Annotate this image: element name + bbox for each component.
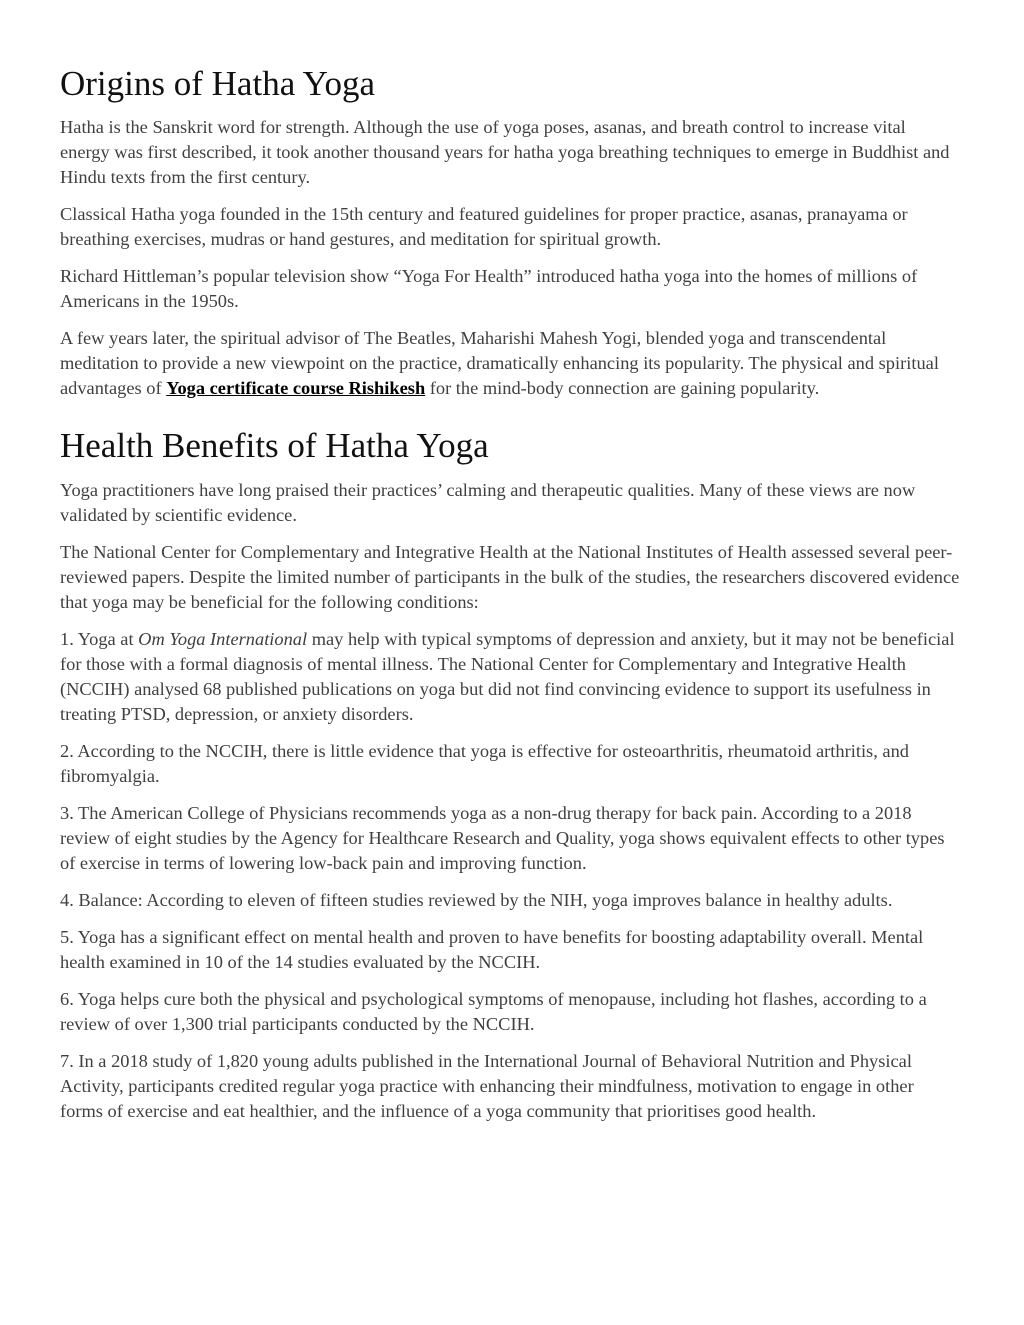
paragraph-text: for the mind-body connection are gaining popularity.	[425, 378, 820, 398]
document-page	[60, 0, 960, 1136]
list-item: 5. Yoga has a significant effect on mental health and proven to have benefits for boosting adaptability overall. Mental health examined in 10 of the 14 studies evaluated by the NCCIH.	[60, 927, 924, 972]
paragraph	[60, 326, 960, 401]
list-item-text: may help with typical symptoms of depression and anxiety, but it may not be beneficial for those with a formal diagnosis of mental illness. The National Center for Complementary and Integrative Health (NCCIH) analysed 68 published publications on yoga but did not find convincing evidence to support its usefulness in treating PTSD, depression, or anxiety disorders.	[60, 629, 955, 724]
paragraph: Hatha is the Sanskrit word for strength. Although the use of yoga poses, asanas, and breath control to increase vital energy was first described, it took another thousand years for hatha yoga breathing techniques to emerge in Buddhist and Hindu texts from the first century.	[60, 117, 950, 187]
list-item	[60, 627, 960, 727]
list-item: 6. Yoga helps cure both the physical and psychological symptoms of menopause, including hot flashes, according to a review of over 1,300 trial participants conducted by the NCCIH.	[60, 989, 927, 1034]
list-item: 2. According to the NCCIH, there is little evidence that yoga is effective for osteoarthritis, rheumatoid arthritis, and fibromyalgia.	[60, 741, 909, 786]
paragraph: Yoga practitioners have long praised their practices’ calming and therapeutic qualities. Many of these views are now validated by scientific evidence.	[60, 480, 916, 525]
list-item: 7. In a 2018 study of 1,820 young adults published in the International Journal of Behavioral Nutrition and Physical Activity, participants credited regular yoga practice with enhancing their mindfulness, motivation to engage in other forms of exercise and eat healthier, and the influence of a yoga community that prioritises good health.	[60, 1051, 914, 1121]
list-item: 4. Balance: According to eleven of fifteen studies reviewed by the NIH, yoga improves balance in healthy adults.	[60, 890, 893, 910]
paragraph-text: A few years later, the spiritual advisor of The Beatles, Maharishi Mahesh Yogi, blended yoga and transcendental meditation to provide a new viewpoint on the practice, dramatically enhancing its popularity. The physical and spiritual advantages of	[60, 328, 939, 398]
list-item: 3. The American College of Physicians recommends yoga as a non-drug therapy for back pain. According to a 2018 review of eight studies by the Agency for Healthcare Research and Quality, yoga shows equivalent effects to other types of exercise in terms of lowering low-back pain and improving function.	[60, 803, 945, 873]
heading-origins: Origins of Hatha Yoga	[60, 64, 375, 103]
paragraph: Richard Hittleman’s popular television show “Yoga For Health” introduced hatha yoga into the homes of millions of Americans in the 1950s.	[60, 266, 918, 311]
paragraph: Classical Hatha yoga founded in the 15th century and featured guidelines for proper practice, asanas, pranayama or breathing exercises, mudras or hand gestures, and meditation for spiritual growth.	[60, 204, 908, 249]
heading-health-benefits: Health Benefits of Hatha Yoga	[60, 426, 489, 465]
yoga-course-link[interactable]: Yoga certificate course Rishikesh	[166, 378, 426, 398]
organization-name: Om Yoga International	[138, 629, 308, 649]
paragraph: The National Center for Complementary and Integrative Health at the National Institutes of Health assessed several peer-reviewed papers. Despite the limited number of participants in the bulk of the studies, the researchers discovered evidence that yoga may be beneficial for the following conditions:	[60, 542, 960, 612]
list-item-text: 1. Yoga at	[60, 629, 139, 649]
